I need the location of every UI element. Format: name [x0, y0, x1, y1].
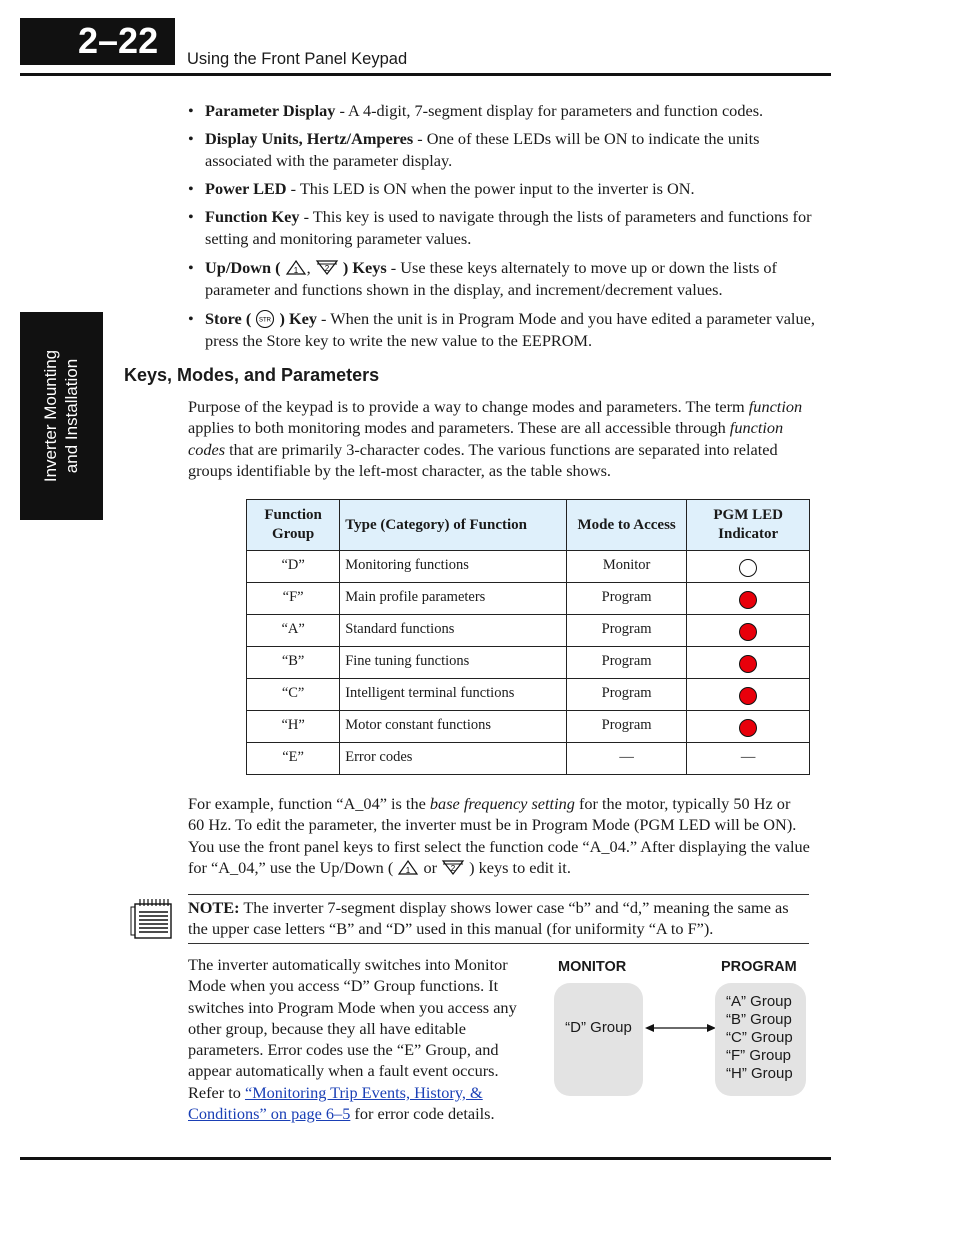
cell-function-type: Error codes: [340, 743, 567, 775]
cell-pgm-led: [687, 711, 810, 743]
bidirectional-arrow-icon: [643, 1020, 718, 1036]
table-row: [247, 615, 810, 647]
table-row: [247, 647, 810, 679]
cell-pgm-led: [687, 551, 810, 583]
svg-text:2: 2: [450, 863, 456, 873]
cell-pgm-led: [687, 615, 810, 647]
monitor-label: MONITOR: [558, 959, 627, 975]
cell-mode: Monitor: [566, 551, 686, 583]
cell-function-type: Main profile parameters: [340, 583, 567, 615]
bullet-function-key: • Function Key - This key is used to navigate through the lists of parameters and functions for setting and monitoring parameter values.: [188, 207, 812, 248]
cell-mode: Program: [566, 583, 686, 615]
table-row: [247, 743, 810, 775]
cell-function-type: Standard functions: [340, 615, 567, 647]
up-arrow-key-icon: [397, 859, 419, 876]
program-group-b: “B” Group: [726, 1011, 792, 1028]
header-mode: Mode to Access: [566, 500, 686, 551]
page-number: 2–22: [78, 20, 159, 61]
svg-text:1: 1: [406, 865, 411, 875]
program-group-h: “H” Group: [726, 1065, 793, 1082]
cell-function-group: “C”: [247, 679, 340, 711]
header-type: Type (Category) of Function: [340, 500, 567, 551]
section-heading: Keys, Modes, and Parameters: [124, 365, 380, 385]
cell-pgm-led: [687, 647, 810, 679]
function-group-table: [246, 499, 810, 775]
cell-function-group: “H”: [247, 711, 340, 743]
led-on-icon: [739, 591, 757, 609]
example-paragraph: For example, function “A_04” is the base frequency setting for the motor, typically 50 Hz or 60 Hz. To edit the parameter, the inverter must be in Program Mode (PGM LED will be ON). You use the front panel keys to first select the function code “A_04.” After displaying the value for “A_04,” use the Up/Down ( 1 or 2 ) keys to edit it.: [188, 794, 810, 877]
closing-paragraph: The inverter automatically switches into Monitor Mode when you access “D” Group functions. It switches into Program Mode when you access any other group, because they all have editable parameters. Error codes use the “E” Group, and appear automatically when a fault event occurs. Refer to “Monitoring Trip Events, History, & Conditions” on page 6–5 for error code details.: [188, 955, 517, 1124]
cell-function-group: “B”: [247, 647, 340, 679]
table-row: [247, 551, 810, 583]
bullet-display-units: • Display Units, Hertz/Amperes - One of these LEDs will be ON to indicate the units associated with the parameter display.: [188, 129, 760, 170]
program-group-c: “C” Group: [726, 1029, 793, 1046]
cell-function-group: “E”: [247, 743, 340, 775]
led-on-icon: [739, 719, 757, 737]
cell-mode: Program: [566, 679, 686, 711]
monitor-group-label: “D” Group: [565, 1019, 632, 1036]
led-on-icon: [739, 655, 757, 673]
led-on-icon: [739, 623, 757, 641]
cell-function-group: “D”: [247, 551, 340, 583]
cell-function-type: Motor constant functions: [340, 711, 567, 743]
bullet-store-key: • Store ( STR ) Key - When the unit is in Program Mode and you have edited a parameter value, press the Store key to write the new value to the EEPROM.: [188, 309, 815, 350]
bullet-up-down-keys: • Up/Down ( 1 , 2 ) Keys - Use these keys alternately to move up or down the lists of parameter and functions shown in the display, and increment/decrement values.: [188, 258, 777, 299]
page-number-box: [20, 18, 175, 65]
cell-pgm-led: [687, 583, 810, 615]
program-groups-box: [715, 983, 806, 1096]
table-row: [247, 679, 810, 711]
cell-mode: Program: [566, 615, 686, 647]
monitor-group-box: [554, 983, 643, 1096]
header-pgm-led: PGM LED Indicator: [687, 500, 810, 551]
cell-function-type: Monitoring functions: [340, 551, 567, 583]
cell-pgm-led: [687, 679, 810, 711]
note-top-rule: [188, 894, 809, 895]
note-bottom-rule: [188, 943, 809, 944]
program-group-list: [726, 993, 793, 1083]
cell-function-group: “A”: [247, 615, 340, 647]
down-arrow-key-icon: [441, 859, 465, 876]
intro-paragraph: Purpose of the keypad is to provide a way to change modes and parameters. The term function applies to both monitoring modes and parameters. These are all accessible through function codes that are primarily 3-character codes. The various functions are separated into related groups identifiable by the left-most character, as the table shows.: [188, 397, 803, 480]
notepad-icon: [130, 896, 176, 942]
store-key-icon: [255, 309, 275, 329]
cell-function-group: “F”: [247, 583, 340, 615]
cell-mode: —: [566, 743, 686, 775]
bullet-parameter-display: • Parameter Display - A 4-digit, 7-segment display for parameters and function codes.: [188, 101, 764, 120]
header-rule: [20, 73, 831, 76]
cell-mode: Program: [566, 647, 686, 679]
cell-function-type: Intelligent terminal functions: [340, 679, 567, 711]
svg-text:1: 1: [293, 266, 298, 275]
down-arrow-key-icon: [315, 259, 339, 276]
footer-rule: [20, 1157, 831, 1160]
bullet-power-led: • Power LED - This LED is ON when the power input to the inverter is ON.: [188, 179, 695, 198]
side-tab-label: Inverter Mounting and Installation: [41, 349, 81, 483]
up-arrow-key-icon: [285, 259, 307, 276]
cell-mode: Program: [566, 711, 686, 743]
svg-text:2: 2: [324, 264, 330, 273]
cell-pgm-led: —: [687, 743, 810, 775]
svg-text:STR: STR: [259, 317, 272, 324]
monitoring-trip-events-link[interactable]: “Monitoring Trip Events, History, & Conditions” on page 6–5: [188, 1082, 483, 1124]
table-row: [247, 583, 810, 615]
table-row: [247, 711, 810, 743]
program-group-f: “F” Group: [726, 1047, 792, 1064]
table-header-row: [247, 500, 810, 551]
header-title: Using the Front Panel Keypad: [187, 50, 408, 68]
chapter-side-tab: [20, 312, 103, 520]
led-off-icon: [739, 559, 757, 577]
program-label: PROGRAM: [721, 959, 797, 975]
cell-function-type: Fine tuning functions: [340, 647, 567, 679]
program-group-a: “A” Group: [726, 993, 792, 1010]
note-text: NOTE: The inverter 7-segment display shows lower case “b” and “d,” meaning the same as the upper case letters “B” and “D” used in this manual (for uniformity “A to F”).: [188, 898, 789, 939]
header-function-group: Function Group: [247, 500, 340, 551]
led-on-icon: [739, 687, 757, 705]
